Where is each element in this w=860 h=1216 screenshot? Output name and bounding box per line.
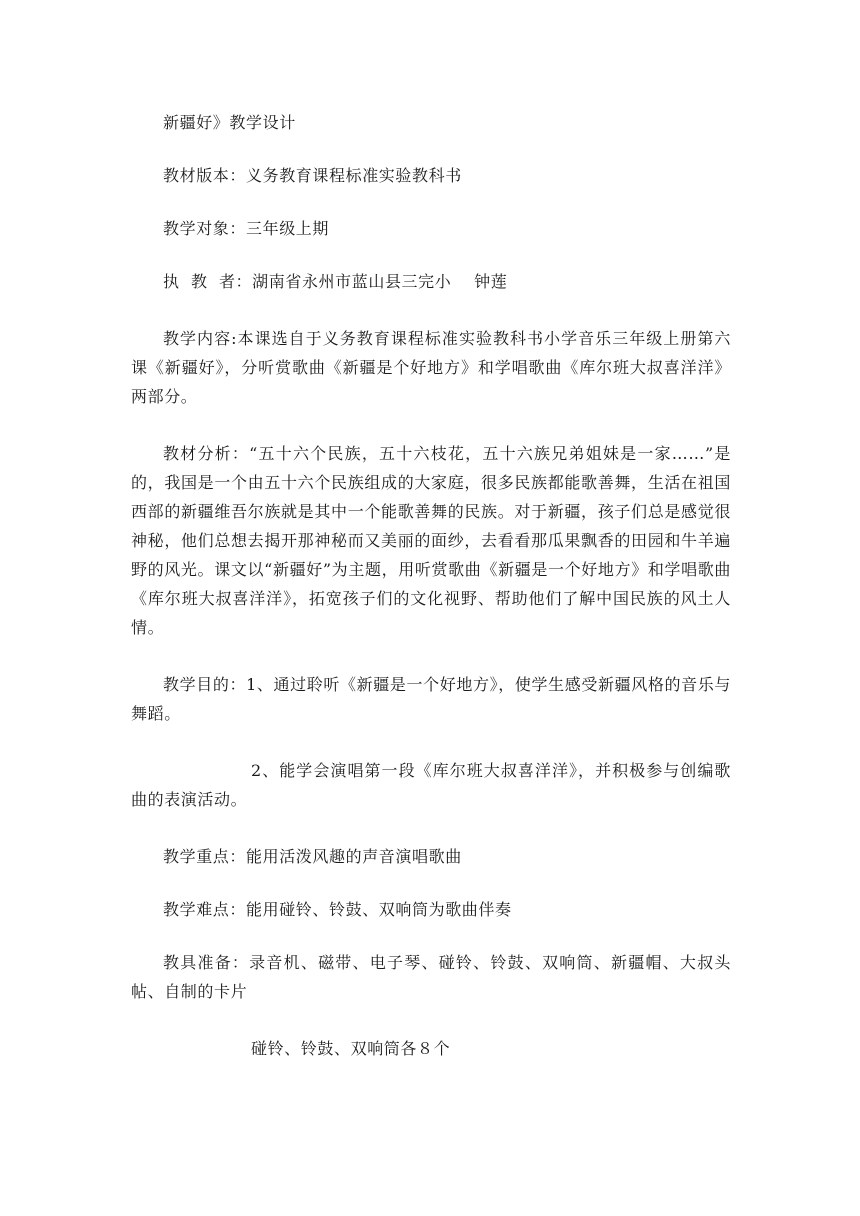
textbook-edition: 教材版本：义务教育课程标准实验教科书 <box>163 166 462 185</box>
teaching-key-point: 教学重点：能用活泼风趣的声音演唱歌曲 <box>163 847 462 866</box>
teaching-difficulty: 教学难点：能用碰铃、铃鼓、双响筒为歌曲伴奏 <box>163 900 512 919</box>
teaching-content: 教学内容:本课选自于义务教育课程标准实验教科书小学音乐三年级上册第六课《新疆好》，分听赏歌曲《新疆是个好地方》和学唱歌曲《库尔班大叔喜洋洋》两部分。 <box>131 329 731 406</box>
document-body <box>131 108 731 1063</box>
teaching-audience: 教学对象：三年级上期 <box>163 219 330 238</box>
document-title: 新疆好》教学设计 <box>163 113 296 132</box>
teaching-goal-1: 教学目的：1、通过聆听《新疆是一个好地方》，使学生感受新疆风格的音乐与舞蹈。 <box>131 675 731 723</box>
material-analysis: 教材分析：“五十六个民族，五十六枝花，五十六族兄弟姐妹是一家……”是的，我国是一个由五十六个民族组成的大家庭，很多民族都能歌善舞，生活在祖国西部的新疆维吾尔族就是其中一个能歌善舞的民族。对于新疆，孩子们总是感觉很神秘，他们总想去揭开那神秘而又美丽的面纱，去看看那瓜果飘香的田园和牛羊遍野的风光。课文以“新疆好”为主题，用听赏歌曲《新疆是一个好地方》和学唱歌曲《库尔班大叔喜洋洋》，拓宽孩子们的文化视野、帮助他们了解中国民族的风土人情。 <box>131 444 731 637</box>
teacher-info: 执 教 者：湖南省永州市蓝山县三完小 钟莲 <box>163 272 508 291</box>
teaching-materials-note: 碰铃、铃鼓、双响筒各８个 <box>251 1039 451 1058</box>
teaching-materials: 教具准备：录音机、磁带、电子琴、碰铃、铃鼓、双响筒、新疆帽、大叔头帖、自制的卡片 <box>131 953 731 1001</box>
teaching-goal-2: 2、能学会演唱第一段《库尔班大叔喜洋洋》，并积极参与创编歌曲的表演活动。 <box>131 761 731 809</box>
